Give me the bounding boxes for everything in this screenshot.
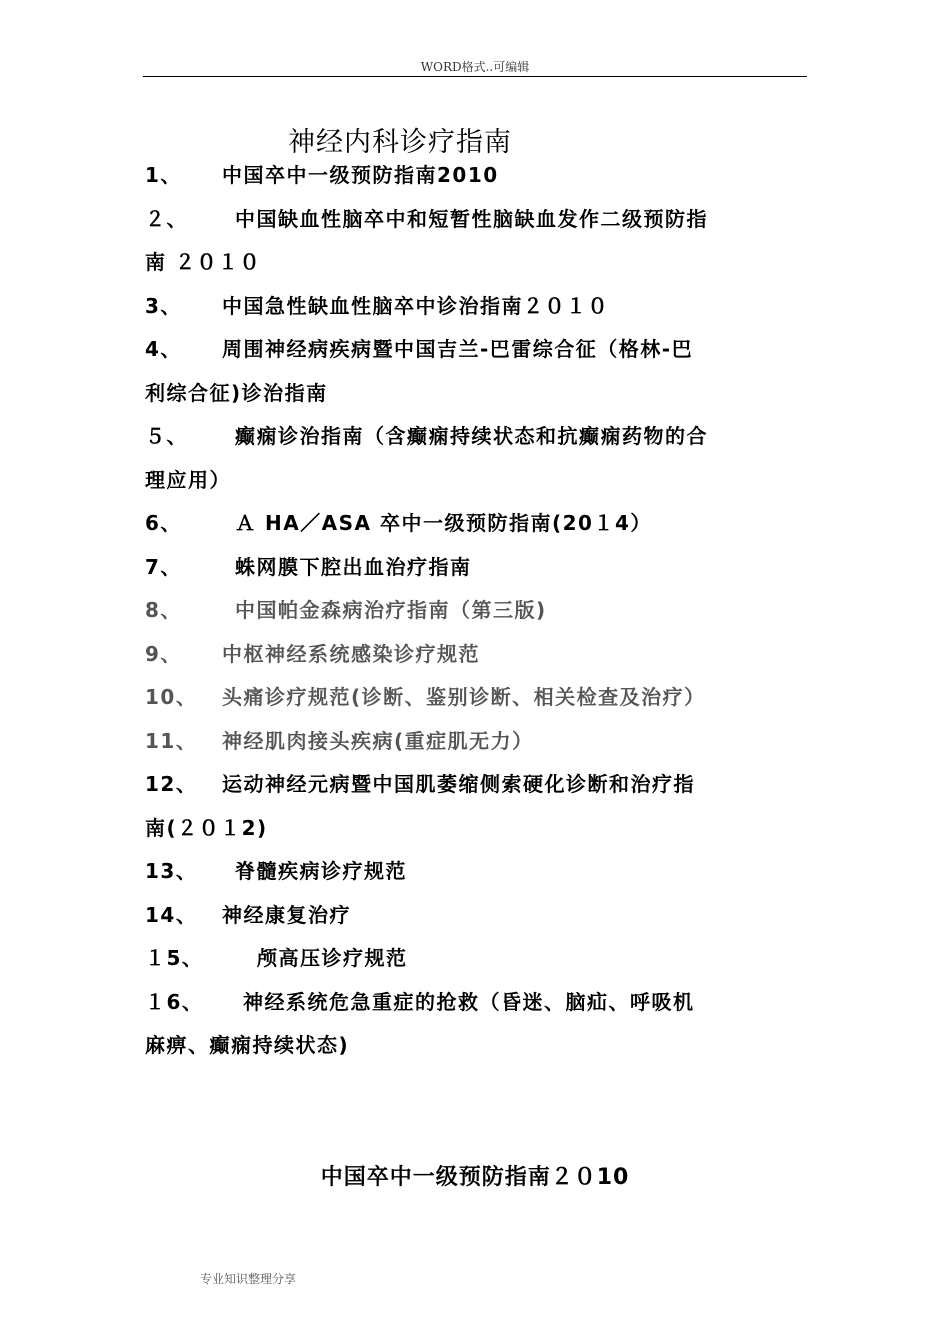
- toc-item-number: 11、: [145, 728, 198, 753]
- toc-item-text: 头痛诊疗规范(诊断、鉴别诊断、相关检查及治疗）: [222, 685, 706, 709]
- toc-item: [145, 154, 810, 198]
- table-of-contents: [145, 154, 810, 1068]
- toc-item-continuation: 南(２０１2): [145, 815, 268, 840]
- toc-item-text: 中国缺血性脑卒中和短暂性脑缺血发作二级预防指: [235, 206, 708, 231]
- toc-item-number: 14、: [145, 902, 198, 927]
- toc-item-text: 神经肌肉接头疾病(重症肌无力）: [222, 728, 534, 753]
- toc-item: [145, 937, 810, 981]
- toc-item: [145, 850, 810, 894]
- toc-item-text: 颅高压诊疗规范: [257, 946, 408, 970]
- toc-item-text: 周围神经病疾病暨中国吉兰-巴雷综合征（格林-巴: [222, 337, 694, 361]
- page-header: WORD格式..可编辑: [420, 60, 530, 74]
- toc-item-text: 神经系统危急重症的抢救（昏迷、脑疝、呼吸机: [243, 989, 695, 1014]
- toc-item-number: 9、: [145, 641, 182, 666]
- toc-item: [145, 198, 810, 285]
- toc-item-text: Ａ HA／ASA 卒中一级预防指南(20１4）: [235, 511, 652, 535]
- toc-item: [145, 546, 810, 590]
- toc-item-text: 脊髓疾病诊疗规范: [235, 859, 407, 883]
- toc-item-number: １5、: [145, 946, 204, 970]
- toc-item-text: 癫痫诊治指南（含癫痫持续状态和抗癫痫药物的合: [235, 424, 708, 448]
- toc-item-number: 1、: [145, 163, 182, 187]
- toc-item-text: 中枢神经系统感染诊疗规范: [222, 641, 480, 666]
- section-heading: 中国卒中一级预防指南２０10: [320, 1165, 630, 1190]
- toc-item-number: 6、: [145, 511, 182, 535]
- toc-item-number: １6、: [145, 989, 204, 1014]
- toc-item: [145, 415, 810, 502]
- toc-item-text: 运动神经元病暨中国肌萎缩侧索硬化诊断和治疗指: [222, 772, 695, 796]
- toc-item: [145, 720, 810, 764]
- toc-item-number: 10、: [145, 685, 198, 709]
- toc-item-continuation: 南 ２０１０: [145, 250, 261, 274]
- toc-item-number: ２、: [145, 206, 188, 231]
- toc-item-continuation: 利综合征)诊治指南: [145, 380, 328, 405]
- toc-item-text: 蛛网膜下腔出血治疗指南: [235, 554, 472, 579]
- toc-item: [145, 285, 810, 329]
- toc-item-text: 神经康复治疗: [222, 902, 351, 927]
- toc-item: [145, 763, 810, 850]
- toc-item-number: 12、: [145, 772, 198, 796]
- toc-item: [145, 894, 810, 938]
- toc-item-text: 中国卒中一级预防指南2010: [222, 163, 499, 187]
- toc-item-continuation: 理应用）: [145, 467, 231, 492]
- toc-item-continuation: 麻痹、癫痫持续状态): [145, 1033, 350, 1057]
- header-rule: [143, 76, 807, 77]
- toc-item: [145, 981, 810, 1068]
- toc-item-number: ５、: [145, 424, 188, 448]
- toc-item-number: 13、: [145, 859, 198, 883]
- toc-item: [145, 589, 810, 633]
- toc-item: [145, 633, 810, 677]
- toc-item-number: 7、: [145, 554, 182, 579]
- toc-item: [145, 502, 810, 546]
- toc-item-number: 3、: [145, 293, 182, 318]
- page-footer: 专业知识整理分享: [200, 1272, 297, 1286]
- toc-item: [145, 328, 810, 415]
- toc-item-text: 中国急性缺血性脑卒中诊治指南２０１０: [222, 293, 609, 318]
- toc-item: [145, 676, 810, 720]
- toc-item-number: 8、: [145, 598, 182, 622]
- document-title: 神经内科诊疗指南: [288, 127, 512, 158]
- toc-item-text: 中国帕金森病治疗指南（第三版): [235, 598, 547, 622]
- toc-item-number: 4、: [145, 337, 182, 361]
